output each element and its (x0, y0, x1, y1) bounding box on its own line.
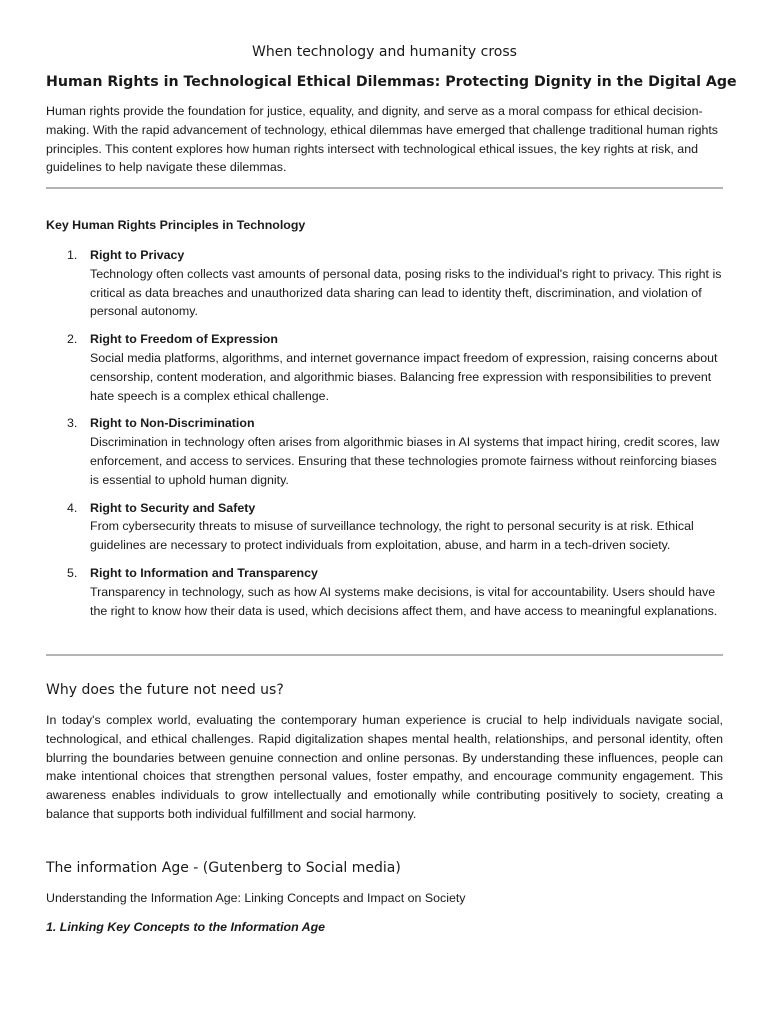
principle-title: Right to Privacy (90, 248, 185, 262)
principle-item (46, 414, 723, 489)
future-paragraph: In today's complex world, evaluating the contemporary human experience is crucial to help individuals navigate social, technological, and ethical challenges. Rapid digitalization shapes mental health, relationships, and personal identity, often blurring the boundaries between genuine connection and online personas. By understanding these influences, people can make intentional choices that strengthen personal values, foster empathy, and encourage community engagement. This awareness enables individuals to grow intellectually and emotionally while contributing positively to society, creating a balance that supports both individual fulfillment and social harmony. (46, 713, 723, 821)
principle-title: Right to Security and Safety (90, 500, 256, 515)
document-heading: Human Rights in Technological Ethical Dilemmas: Protecting Dignity in the Digital Age (46, 74, 737, 90)
principles-list (46, 246, 723, 629)
principle-item (46, 499, 723, 555)
principle-title: Right to Freedom of Expression (90, 332, 278, 347)
principle-number: 5. (67, 565, 78, 580)
document-title: When technology and humanity cross (252, 44, 517, 60)
principle-number: 4. (67, 500, 78, 515)
principle-item (46, 330, 723, 405)
principle-description: Discrimination in technology often arises from algorithmic biases in AI systems that impact hiring, credit scores, law enforcement, and access to services. Ensuring that these technologies promote fairness without reinforcing biases is essential to uphold human dignity. (90, 435, 720, 487)
intro-paragraph: Human rights provide the foundation for justice, equality, and dignity, and serve as a moral compass for ethical decision-making. With the rapid advancement of technology, ethical dilemmas have emerged that challenge traditional human rights principles. This content explores how human rights intersect with technological ethical issues, the key rights at risk, and guidelines to help navigate these dilemmas. (46, 104, 718, 175)
principle-title: Right to Non-Discrimination (90, 416, 255, 431)
principle-number: 1. (67, 248, 78, 262)
principle-title: Right to Information and Transparency (90, 565, 318, 580)
principle-item (46, 246, 723, 321)
section-divider (46, 187, 723, 189)
information-age-subheading: Understanding the Information Age: Linking Concepts and Impact on Society (46, 891, 466, 905)
principles-heading: Key Human Rights Principles in Technology (46, 218, 306, 232)
principle-description: From cybersecurity threats to misuse of surveillance technology, the right to personal security is at risk. Ethical guidelines are necessary to protect individuals from exploitation, abuse, and harm in a tech-driven society. (90, 519, 694, 553)
principle-description: Technology often collects vast amounts of personal data, posing risks to the individual's right to privacy. This right is critical as data breaches and unauthorized data sharing can lead to identity theft, discrimination, and violation of personal autonomy. (90, 266, 722, 319)
principle-item (46, 564, 723, 620)
principle-description: Social media platforms, algorithms, and internet governance impact freedom of expression, raising concerns about censorship, content moderation, and algorithmic biases. Balancing free expression with responsibilities to prevent hate speech is a complex ethical challenge. (90, 350, 718, 403)
information-age-heading: The information Age - (Gutenberg to Social media) (46, 860, 401, 876)
principle-description: Transparency in technology, such as how AI systems make decisions, is vital for accountability. Users should have the right to know how their data is used, which decisions affect them, and have access to meaningful explanations. (90, 584, 718, 618)
principle-number: 2. (67, 332, 78, 347)
future-heading: Why does the future not need us? (46, 682, 284, 698)
section-divider (46, 654, 723, 656)
information-age-point: 1. Linking Key Concepts to the Information Age (46, 920, 326, 934)
principle-number: 3. (67, 416, 78, 431)
